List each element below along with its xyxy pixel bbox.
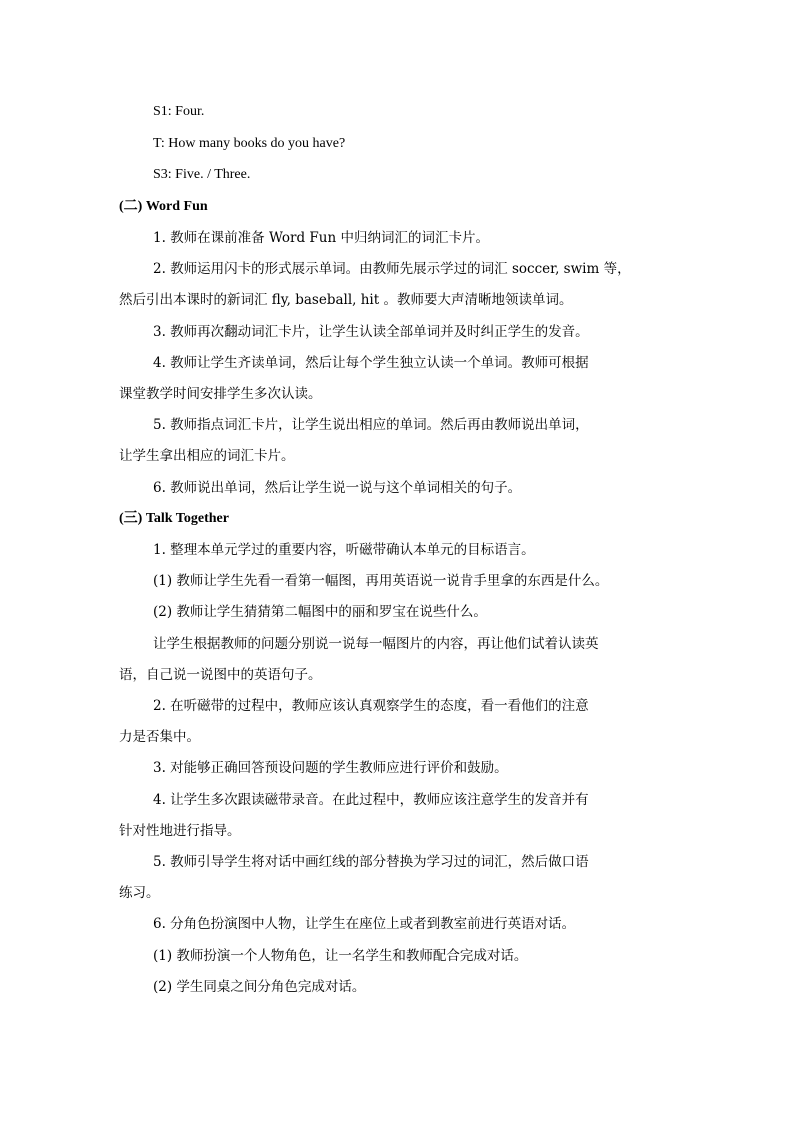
paragraph-line: 3. 对能够正确回答预设问题的学生教师应进行评价和鼓励。 — [153, 760, 508, 776]
paragraph-line: 让学生拿出相应的词汇卡片。 — [119, 448, 295, 464]
paragraph-line: 力是否集中。 — [119, 729, 200, 745]
dialogue-line-s3: S3: Five. / Three. — [153, 167, 251, 182]
paragraph-line: 课堂教学时间安排学生多次认读。 — [119, 386, 322, 402]
paragraph-line: (2) 教师让学生猜猜第二幅图中的丽和罗宝在说些什么。 — [153, 604, 487, 620]
dialogue-line-t: T: How many books do you have? — [153, 136, 346, 151]
paragraph-line: 6. 分角色扮演图中人物，让学生在座位上或者到教室前进行英语对话。 — [153, 916, 576, 932]
paragraph-line: 4. 教师让学生齐读单词，然后让每个学生独立认读一个单词。教师可根据 — [153, 355, 589, 371]
paragraph-line: 5. 教师引导学生将对话中画红线的部分替换为学习过的词汇，然后做口语 — [153, 854, 589, 870]
dialogue-line-s1: S1: Four. — [153, 104, 205, 119]
paragraph-line: (1) 教师扮演一个人物角色，让一名学生和教师配合完成对话。 — [153, 948, 528, 964]
paragraph-line: 2. 教师运用闪卡的形式展示单词。由教师先展示学过的词汇 soccer, swim 等， — [153, 261, 631, 277]
paragraph-line: 5. 教师指点词汇卡片，让学生说出相应的单词。然后再由教师说出单词， — [153, 417, 589, 433]
paragraph-line: 2. 在听磁带的过程中，教师应该认真观察学生的态度，看一看他们的注意 — [153, 698, 589, 714]
section-heading-talk-together: (三) Talk Together — [119, 511, 229, 526]
paragraph-line: 1. 整理本单元学过的重要内容，听磁带确认本单元的目标语言。 — [153, 542, 535, 558]
paragraph-line: (1) 教师让学生先看一看第一幅图，再用英语说一说肯手里拿的东西是什么。 — [153, 573, 609, 589]
paragraph-line: 6. 教师说出单词，然后让学生说一说与这个单词相关的句子。 — [153, 480, 522, 496]
paragraph-line: 练习。 — [119, 885, 160, 901]
paragraph-line: 3. 教师再次翻动词汇卡片，让学生认读全部单词并及时纠正学生的发音。 — [153, 324, 589, 340]
paragraph-line: (2) 学生同桌之间分角色完成对话。 — [153, 979, 366, 995]
paragraph-line: 1. 教师在课前准备 Word Fun 中归纳词汇的词汇卡片。 — [153, 230, 489, 246]
paragraph-line: 语，自己说一说图中的英语句子。 — [119, 667, 322, 683]
section-heading-word-fun: (二) Word Fun — [119, 199, 208, 214]
paragraph-line: 针对性地进行指导。 — [119, 823, 241, 839]
paragraph-line: 4. 让学生多次跟读磁带录音。在此过程中，教师应该注意学生的发音并有 — [153, 792, 589, 808]
paragraph-line: 然后引出本课时的新词汇 fly, baseball, hit 。教师要大声清晰地领读单词。 — [119, 292, 573, 308]
paragraph-line: 让学生根据教师的问题分别说一说每一幅图片的内容，再让他们试着认读英 — [153, 636, 599, 652]
